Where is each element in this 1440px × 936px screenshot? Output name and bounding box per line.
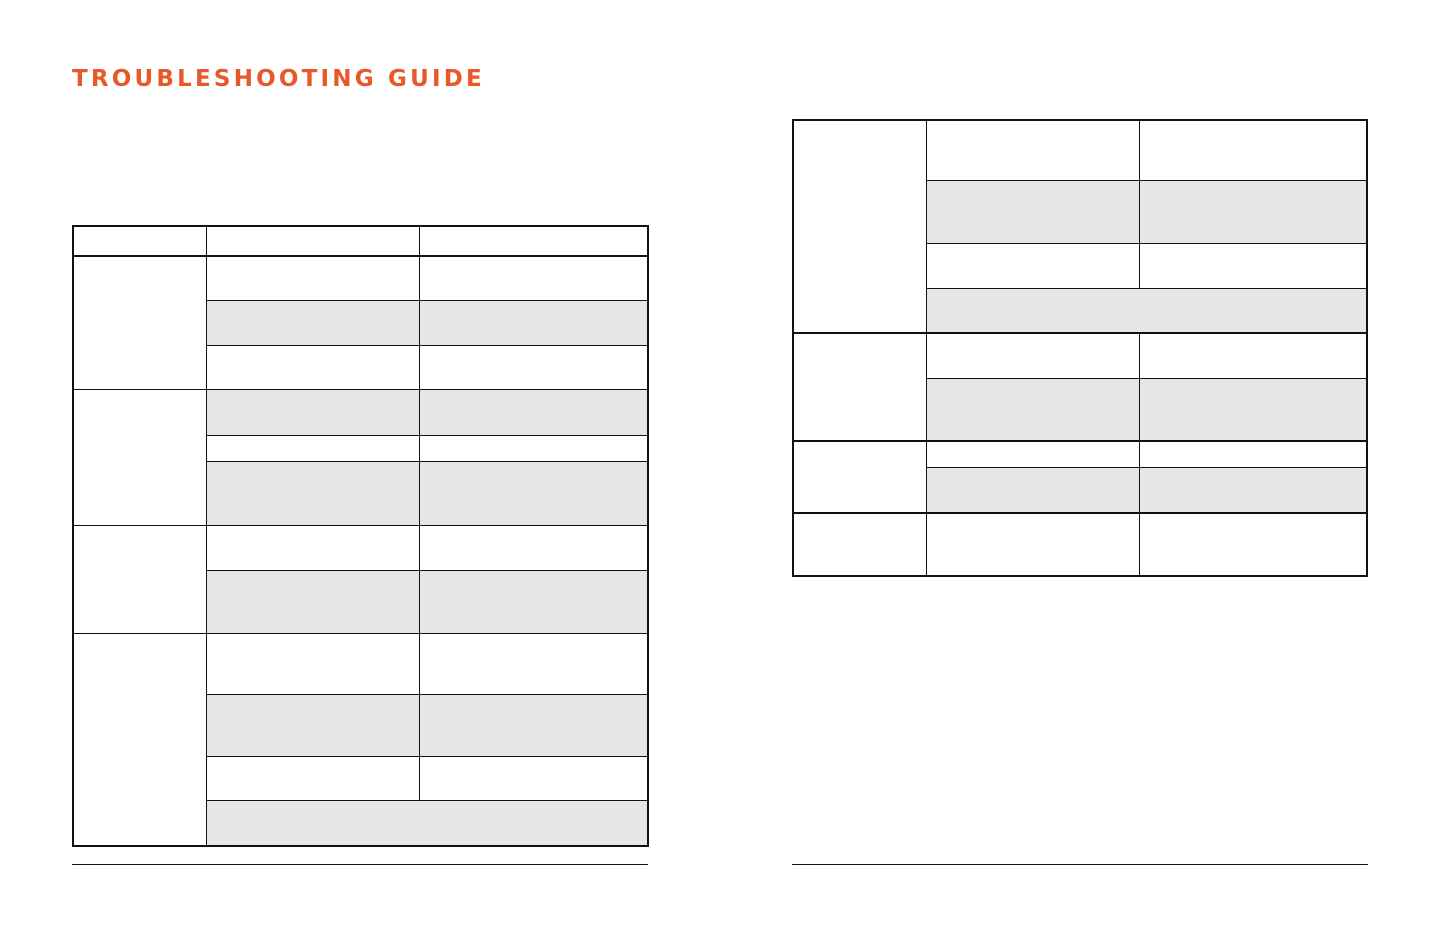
table-border xyxy=(72,225,649,847)
footer-rule-right xyxy=(792,864,1368,865)
page-title: TROUBLESHOOTING GUIDE xyxy=(72,66,485,92)
table-border xyxy=(792,119,1368,577)
footer-rule-left xyxy=(72,864,648,865)
